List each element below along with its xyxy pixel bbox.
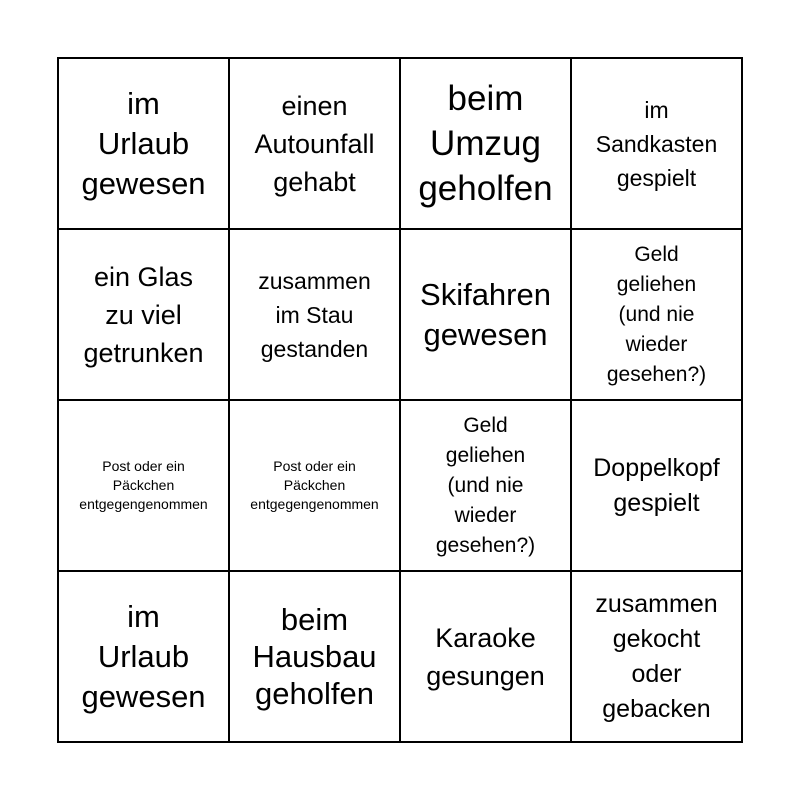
cell-text: einen Autounfall gehabt [254, 90, 375, 197]
bingo-cell-2-2[interactable] [230, 230, 401, 401]
cell-text: Skifahren gewesen [420, 276, 551, 352]
cell-text: im Sandkasten gespielt [595, 96, 718, 191]
cell-text: Karaoke gesungen [426, 622, 545, 691]
bingo-cell-4-1[interactable] [59, 572, 230, 743]
cell-text: Doppelkopf gespielt [593, 453, 720, 517]
cell-text: Geld geliehen (und nie wieder gesehen?) [435, 413, 536, 557]
bingo-cell-3-3[interactable] [401, 401, 572, 572]
bingo-cell-4-4[interactable] [572, 572, 743, 743]
cell-text: Post oder ein Päckchen entgegengenommen [250, 458, 379, 512]
bingo-cell-4-2[interactable] [230, 572, 401, 743]
cell-text: im Urlaub gewesen [81, 85, 206, 201]
bingo-board [57, 57, 743, 743]
bingo-cell-2-3[interactable] [401, 230, 572, 401]
cell-text: zusammen im Stau gestanden [258, 267, 371, 362]
bingo-cell-4-3[interactable] [401, 572, 572, 743]
cell-text: beim Umzug geholfen [418, 79, 553, 208]
bingo-cell-2-1[interactable] [59, 230, 230, 401]
cell-text: ein Glas zu viel getrunken [83, 261, 204, 368]
bingo-cell-3-2[interactable] [230, 401, 401, 572]
bingo-cell-1-1[interactable] [59, 59, 230, 230]
cell-text: zusammen gekocht oder gebacken [595, 589, 718, 723]
bingo-cell-1-4[interactable] [572, 59, 743, 230]
cell-text: Post oder ein Päckchen entgegengenommen [79, 458, 208, 512]
bingo-cell-2-4[interactable] [572, 230, 743, 401]
bingo-cell-3-1[interactable] [59, 401, 230, 572]
cell-text: im Urlaub gewesen [81, 598, 206, 714]
cell-text: beim Hausbau geholfen [252, 602, 377, 711]
bingo-cell-3-4[interactable] [572, 401, 743, 572]
cell-text: Geld geliehen (und nie wieder gesehen?) [606, 242, 707, 386]
bingo-cell-1-2[interactable] [230, 59, 401, 230]
bingo-cell-1-3[interactable] [401, 59, 572, 230]
